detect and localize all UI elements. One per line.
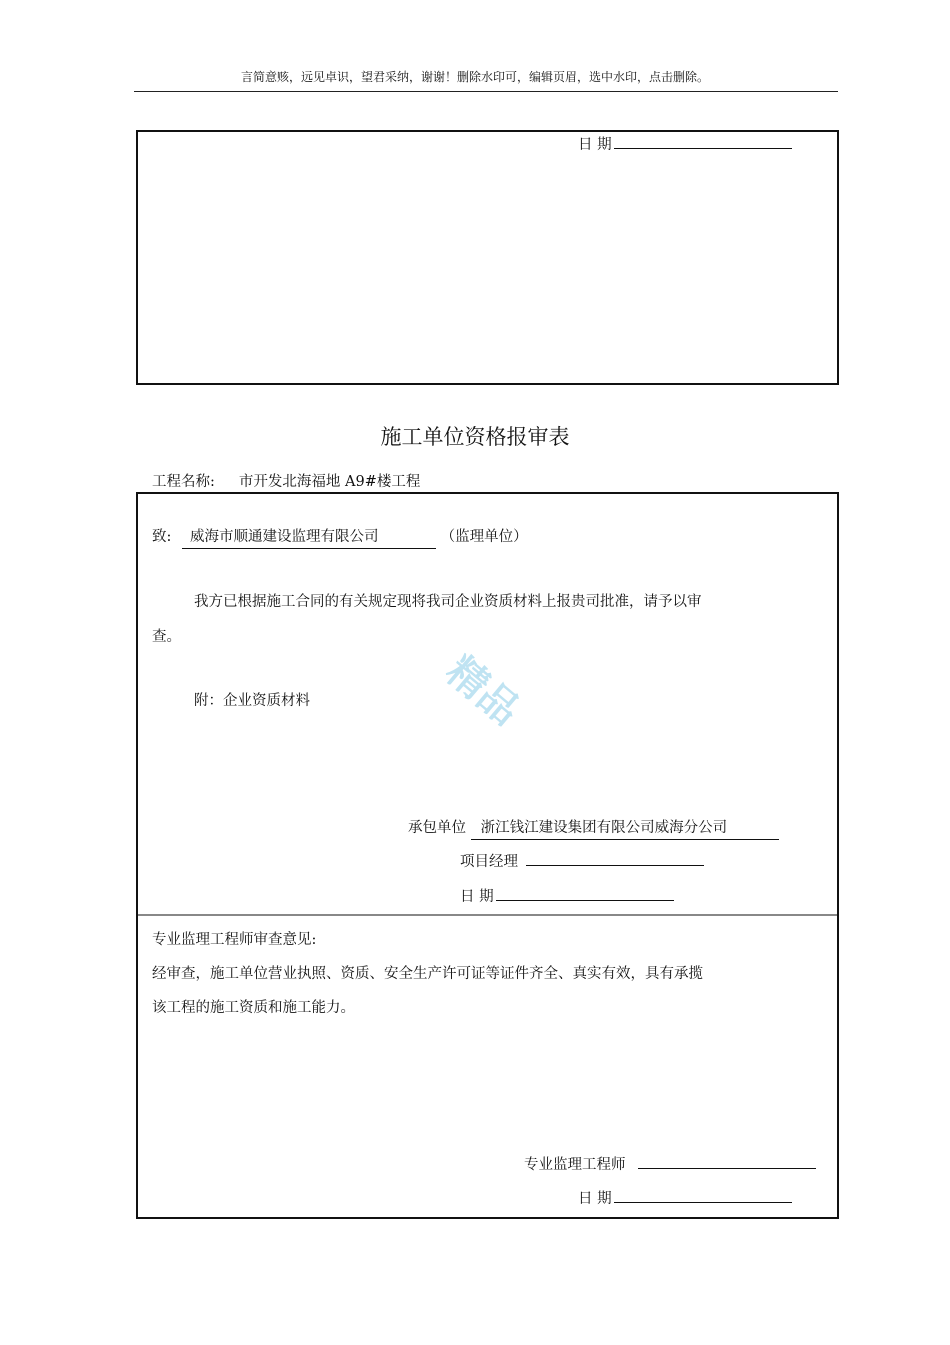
project-name: 市开发北海福地 A9#楼工程 [238,474,421,490]
contractor-date-line [496,884,674,901]
review-line-1: 经审查，施工单位营业执照、资质、安全生产许可证等证件齐全、真实有效，具有承揽 [152,966,703,982]
manager-line [526,849,704,866]
contractor-row [408,816,779,840]
top-box-date [578,132,792,154]
to-unit-suffix: （监理单位） [440,529,528,545]
header-note: 言简意赅，远见卓识，望君采纳，谢谢！删除水印可，编辑页眉，选中水印，点击删除。 [240,70,709,84]
engineer-row [524,1152,816,1174]
top-box [136,130,839,385]
contractor-name-text: 浙江钱江建设集团有限公司威海分公司 [480,820,728,836]
project-label: 工程名称: [152,474,215,490]
review-date-row [578,1186,792,1208]
contractor-date-label: 日 期 [460,889,494,905]
to-unit [182,525,436,549]
project-name-row [152,470,420,491]
manager-row [460,849,704,871]
form-divider [138,914,837,916]
engineer-label: 专业监理工程师 [524,1157,626,1173]
contractor-label: 承包单位 [408,820,466,836]
top-box-date-label: 日 期 [578,137,612,153]
contractor-name [471,816,779,840]
to-label: 致: [152,529,172,545]
review-heading: 专业监理工程师审查意见: [152,932,317,948]
engineer-line [638,1152,816,1169]
to-unit-text: 威海市顺通建设监理有限公司 [190,529,379,545]
watermark: 精品 [437,647,529,735]
review-line-2: 该工程的施工资质和施工能力。 [152,1000,355,1016]
review-date-label: 日 期 [578,1191,612,1207]
review-date-line [614,1186,792,1203]
manager-label: 项目经理 [460,854,518,870]
to-row [152,525,528,549]
top-box-date-line [614,132,792,149]
attachment-line: 附：企业资质材料 [194,693,310,709]
form-title: 施工单位资格报审表 [380,425,570,449]
header-rule [134,91,838,92]
body-line-1: 我方已根据施工合同的有关规定现将我司企业资质材料上报贵司批准，请予以审 [194,594,702,610]
body-line-2: 查。 [152,629,181,645]
contractor-date-row [460,884,674,906]
